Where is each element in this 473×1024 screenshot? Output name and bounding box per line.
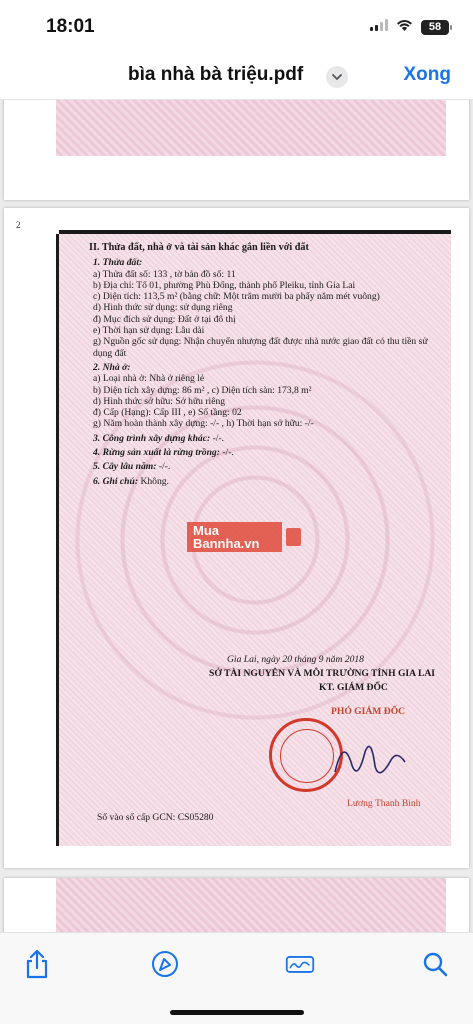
- land-details: [89, 269, 449, 359]
- document-nav-bar: [0, 54, 473, 100]
- battery-icon: 58: [421, 20, 449, 35]
- chevron-down-icon: [332, 74, 342, 81]
- house-row: b) Diện tích xây dựng: 86 m² , c) Diện tích sàn: 173,8 m²: [93, 384, 312, 396]
- land-row: b) Địa chỉ: Tổ 01, phường Phù Đổng, thành phố Pleiku, tỉnh Gia Lai: [93, 279, 356, 291]
- land-row: dụng đất: [93, 347, 127, 359]
- signer-name: Lương Thanh Bình: [347, 798, 421, 809]
- page-number: 2: [16, 220, 21, 230]
- serial-number: Số vào sổ cấp GCN: CS05280: [97, 812, 214, 823]
- bottom-toolbar: [0, 932, 473, 1024]
- land-row: e) Thời hạn sử dụng: Lâu dài: [93, 325, 205, 337]
- title-menu-button[interactable]: [326, 66, 348, 88]
- signature-button[interactable]: [285, 949, 315, 979]
- status-icons: [370, 18, 449, 36]
- other-label: 5. Cây lâu năm:: [93, 461, 157, 473]
- document-title[interactable]: bìa nhà bà triệu.pdf: [128, 64, 304, 85]
- search-icon: [422, 951, 448, 977]
- certificate-fragment: [56, 100, 446, 156]
- other-value: -/-.: [156, 461, 171, 473]
- house-row: đ) Cấp (Hạng): Cấp III , e) Số tầng: 02: [93, 407, 242, 419]
- pdf-page-current[interactable]: [4, 208, 469, 868]
- status-time: 18:01: [46, 16, 95, 37]
- home-indicator[interactable]: [170, 1010, 304, 1015]
- house-row: d) Hình thức sở hữu: Sở hữu riêng: [93, 395, 226, 407]
- sign-date: Gia Lai, ngày 20 tháng 9 năm 2018: [227, 654, 364, 665]
- house-details: [89, 373, 449, 429]
- other-row: [89, 447, 449, 458]
- land-row: đ) Mục đích sử dụng: Đất ở tại đô thị: [93, 313, 236, 325]
- house-row: a) Loại nhà ở: Nhà ở riêng lẻ: [93, 373, 205, 385]
- other-value: Không.: [138, 475, 169, 487]
- markup-button[interactable]: [150, 949, 180, 979]
- other-row: [89, 476, 449, 487]
- pdf-page-previous[interactable]: [4, 100, 469, 200]
- other-value: -/-.: [210, 432, 225, 444]
- land-row: c) Diện tích: 113,5 m² (bằng chữ: Một trăm mười ba phẩy năm mét vuông): [93, 291, 380, 303]
- markup-icon: [151, 950, 179, 978]
- share-icon: [24, 949, 50, 979]
- other-label: 3. Công trình xây dựng khác:: [93, 432, 211, 444]
- signature-icon: [285, 951, 315, 977]
- handwritten-signature: [329, 732, 409, 792]
- pdf-page-next[interactable]: [4, 878, 469, 932]
- sign-title: KT. GIÁM ĐỐC: [319, 682, 388, 693]
- status-bar: [0, 0, 473, 54]
- pdf-viewer[interactable]: [0, 100, 473, 932]
- other-row: [89, 433, 449, 444]
- sign-organization: SỞ TÀI NGUYÊN VÀ MÔI TRƯỜNG TỈNH GIA LAI: [209, 668, 436, 679]
- certificate-fragment: [56, 878, 446, 932]
- house-row: g) Năm hoàn thành xây dựng: -/- , h) Thời hạn sở hữu: -/-: [93, 418, 314, 430]
- land-row: a) Thửa đất số: 133 , tờ bản đồ số: 11: [93, 268, 236, 280]
- other-label: 6. Ghi chú:: [93, 475, 139, 487]
- house-heading: 2. Nhà ở:: [93, 361, 131, 373]
- done-button[interactable]: Xong: [403, 64, 451, 85]
- wifi-icon: [396, 18, 413, 36]
- section-title: II. Thửa đất, nhà ở và tài sản khác gắn liền với đất: [89, 242, 309, 253]
- signal-icon: [370, 18, 388, 36]
- land-heading: 1. Thửa đất:: [93, 257, 143, 269]
- watermark-logo: [187, 520, 301, 554]
- other-row: [89, 461, 449, 472]
- other-value: -/-.: [219, 447, 234, 459]
- land-row: d) Hình thức sử dụng: sử dụng riêng: [93, 302, 233, 314]
- sign-deputy: PHÓ GIÁM ĐỐC: [331, 706, 406, 717]
- certificate-border: [59, 230, 451, 234]
- land-row: g) Nguồn gốc sử dụng: Nhận chuyển nhượng đất được nhà nước giao đất có thu tiền sử: [93, 336, 428, 348]
- land-certificate: [56, 234, 451, 846]
- search-button[interactable]: [420, 949, 450, 979]
- watermark-text: Mua Bannha.vn: [187, 522, 282, 552]
- other-label: 4. Rừng sản xuất là rừng trồng:: [93, 447, 220, 459]
- certificate-text: [89, 242, 449, 487]
- house-icon: [286, 528, 301, 546]
- share-button[interactable]: [22, 949, 52, 979]
